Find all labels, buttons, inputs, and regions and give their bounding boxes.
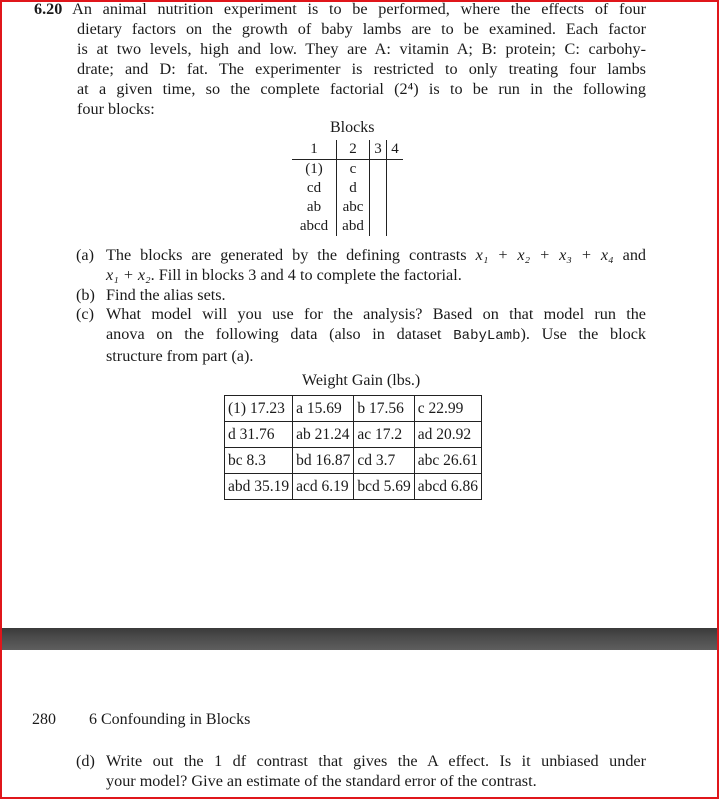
blocks-cell-empty[interactable] bbox=[387, 160, 404, 180]
part-d-label: (d) bbox=[76, 752, 95, 770]
blocks-cell-empty[interactable] bbox=[370, 179, 387, 198]
blocks-table bbox=[292, 140, 403, 236]
table-cell: ab 21.24 bbox=[293, 422, 354, 448]
table-cell: ac 17.2 bbox=[354, 422, 414, 448]
problem-intro bbox=[34, 0, 646, 119]
table-cell: b 17.56 bbox=[354, 396, 414, 422]
blocks-header-4: 4 bbox=[387, 140, 404, 160]
intro-line-1: 6.20 An animal nutrition experiment is to be performed, where the effects of four bbox=[34, 0, 647, 18]
table-cell: ad 20.92 bbox=[414, 422, 481, 448]
chapter-header: 6 Confounding in Blocks bbox=[89, 711, 251, 728]
part-d-line-1: Write out the 1 df contrast that gives the A effect. Is it unbiased under bbox=[106, 752, 646, 770]
table-cell: abc 26.61 bbox=[414, 448, 481, 474]
weight-gain-title: Weight Gain (lbs.) bbox=[302, 372, 421, 389]
table-cell: abd 35.19 bbox=[225, 474, 293, 500]
blocks-cell: c bbox=[337, 160, 370, 180]
blocks-cell-empty[interactable] bbox=[387, 217, 404, 236]
blocks-cell: abd bbox=[337, 217, 370, 236]
table-cell: bcd 5.69 bbox=[354, 474, 414, 500]
page-break-gap bbox=[2, 628, 717, 650]
part-a-line-1: The blocks are generated by the defining contrasts x₁ + x₂ + x₃ + x₄ and bbox=[106, 246, 647, 264]
table-row bbox=[225, 422, 482, 448]
contrast-x1-x2-x3-x4: x₁ + x₂ + x₃ + x₄ bbox=[475, 246, 614, 264]
blocks-cell-empty[interactable] bbox=[370, 198, 387, 217]
problem-number: 6.20 bbox=[34, 0, 63, 18]
blocks-cell-empty[interactable] bbox=[387, 179, 404, 198]
blocks-cell: abc bbox=[337, 198, 370, 217]
part-a-line-2: x₁ + x₂. Fill in blocks 3 and 4 to complete the factorial. bbox=[106, 266, 462, 284]
blocks-cell: cd bbox=[292, 179, 337, 198]
table-row bbox=[225, 396, 482, 422]
table-cell: bd 16.87 bbox=[293, 448, 354, 474]
blocks-header-3: 3 bbox=[370, 140, 387, 160]
intro-line-5: at a given time, so the complete factorial (2⁴) is to be run in the following bbox=[77, 80, 646, 98]
table-cell: cd 3.7 bbox=[354, 448, 414, 474]
blocks-header-2: 2 bbox=[337, 140, 370, 160]
table-cell: c 22.99 bbox=[414, 396, 481, 422]
weight-gain-table bbox=[224, 395, 482, 500]
intro-line-6: four blocks: bbox=[77, 100, 155, 118]
table-cell: acd 6.19 bbox=[293, 474, 354, 500]
blocks-cell: abcd bbox=[292, 217, 337, 236]
blocks-cell-empty[interactable] bbox=[370, 217, 387, 236]
part-a-label: (a) bbox=[76, 246, 94, 264]
table-cell: (1) 17.23 bbox=[225, 396, 293, 422]
part-a bbox=[106, 245, 646, 285]
blocks-cell: ab bbox=[292, 198, 337, 217]
part-c-line-2: anova on the following data (also in dataset BabyLamb). Use the block bbox=[106, 325, 646, 344]
table-cell: d 31.76 bbox=[225, 422, 293, 448]
blocks-cell: (1) bbox=[292, 160, 337, 180]
table-cell: a 15.69 bbox=[293, 396, 354, 422]
part-d-line-2: your model? Give an estimate of the standard error of the contrast. bbox=[106, 772, 537, 790]
part-d bbox=[106, 751, 646, 791]
contrast-x1-x2: x₁ + x₂ bbox=[106, 266, 151, 284]
table-row bbox=[225, 448, 482, 474]
table-cell: bc 8.3 bbox=[225, 448, 293, 474]
blocks-cell: d bbox=[337, 179, 370, 198]
blocks-cell-empty[interactable] bbox=[370, 160, 387, 180]
blocks-header-1: 1 bbox=[292, 140, 337, 160]
page-number: 280 bbox=[32, 711, 56, 728]
part-c bbox=[106, 304, 646, 366]
part-c-line-3: structure from part (a). bbox=[106, 347, 254, 365]
intro-line-3: is at two levels, high and low. They are A: vitamin A; B: protein; C: carbohy- bbox=[77, 40, 646, 58]
part-c-label: (c) bbox=[76, 305, 94, 323]
blocks-cell-empty[interactable] bbox=[387, 198, 404, 217]
part-c-line-1: What model will you use for the analysis? Based on that model run the bbox=[106, 305, 646, 323]
blocks-table-title: Blocks bbox=[330, 119, 375, 136]
table-row bbox=[225, 474, 482, 500]
table-cell: abcd 6.86 bbox=[414, 474, 481, 500]
part-b-label: (b) bbox=[76, 286, 95, 304]
part-b: Find the alias sets. bbox=[106, 286, 226, 304]
intro-line-4: drate; and D: fat. The experimenter is restricted to only treating four lambs bbox=[77, 60, 646, 78]
intro-line-2: dietary factors on the growth of baby lambs are to be examined. Each factor bbox=[77, 20, 646, 38]
dataset-name: BabyLamb bbox=[453, 328, 521, 344]
